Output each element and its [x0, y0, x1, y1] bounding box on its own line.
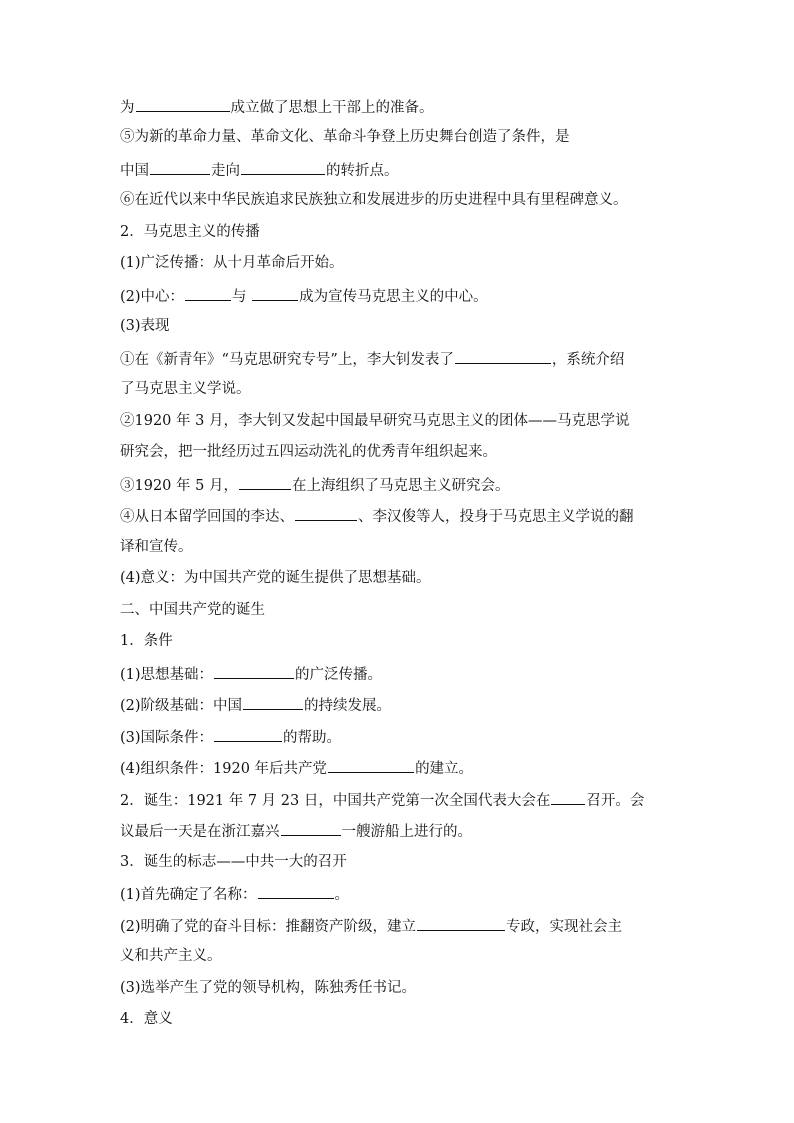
text-line: 为 成立做了思想上干部上的准备。	[120, 96, 680, 118]
text-line: (3)选举产生了党的领导机构，陈独秀任书记。	[120, 980, 417, 996]
fill-blank[interactable]	[241, 159, 325, 175]
text-line: 了马克思主义学说。	[120, 381, 251, 397]
section-heading: 二、中国共产党的诞生	[120, 602, 265, 618]
text-line: 译和宣传。	[120, 539, 193, 555]
text-line: ①在《新青年》“马克思研究专号”上，李大钊发表了 ，系统介绍	[120, 348, 680, 370]
text-line: (3)表现	[120, 318, 170, 334]
fill-blank[interactable]	[239, 474, 291, 490]
text-line: 中国 走向 的转折点。	[120, 159, 680, 181]
text-line: (1)首先确定了名称： 。	[120, 883, 680, 905]
fill-blank[interactable]	[455, 348, 551, 364]
text-line: 研究会，把一批经历过五四运动洗礼的优秀青年组织起来。	[120, 444, 497, 460]
text-line: (2)明确了党的奋斗目标：推翻资产阶级，建立 专政，实现社会主	[120, 915, 680, 937]
text-line: (3)国际条件： 的帮助。	[120, 726, 680, 748]
fill-blank[interactable]	[281, 820, 341, 836]
section-heading: 3．诞生的标志——中共一大的召开	[120, 854, 347, 870]
text-line: ⑤为新的革命力量、革命文化、革命斗争登上历史舞台创造了条件，是	[120, 129, 570, 145]
fill-blank[interactable]	[551, 789, 585, 805]
text-line: (2)阶级基础：中国 的持续发展。	[120, 694, 680, 716]
section-heading: 2．马克思主义的传播	[120, 224, 260, 240]
fill-blank[interactable]	[214, 726, 282, 742]
fill-blank[interactable]	[295, 505, 357, 521]
fill-blank[interactable]	[243, 694, 303, 710]
fill-blank[interactable]	[417, 915, 505, 931]
text-line: (4)组织条件：1920 年后共产党 的建立。	[120, 757, 680, 779]
fill-blank[interactable]	[258, 883, 334, 899]
text-line: (4)意义：为中国共产党的诞生提供了思想基础。	[120, 570, 431, 586]
text-line: ②1920 年 3 月，李大钊又发起中国最早研究马克思主义的团体——马克思学说	[120, 413, 630, 429]
section-heading: 1．条件	[120, 633, 173, 649]
fill-blank[interactable]	[136, 96, 230, 112]
text-line: ⑥在近代以来中华民族追求民族独立和发展进步的历史进程中具有里程碑意义。	[120, 192, 628, 208]
fill-blank[interactable]	[252, 285, 298, 301]
text-line: 议最后一天是在浙江嘉兴 一艘游船上进行的。	[120, 820, 680, 842]
fill-blank[interactable]	[214, 663, 294, 679]
text-line: (2)中心： 与 成为宣传马克思主义的中心。	[120, 285, 680, 307]
section-heading: 4．意义	[120, 1011, 173, 1027]
fill-blank[interactable]	[150, 159, 210, 175]
text-line: ④从日本留学回国的李达、 、李汉俊等人，投身于马克思主义学说的翻	[120, 505, 680, 527]
fill-blank[interactable]	[328, 757, 414, 773]
text-line: 2．诞生：1921 年 7 月 23 日，中国共产党第一次全国代表大会在 召开。会	[120, 789, 680, 811]
text-line: 义和共产主义。	[120, 948, 222, 964]
text-line: (1)思想基础： 的广泛传播。	[120, 663, 680, 685]
text-line: (1)广泛传播：从十月革命后开始。	[120, 255, 344, 271]
text-line: ③1920 年 5 月， 在上海组织了马克思主义研究会。	[120, 474, 680, 496]
fill-blank[interactable]	[185, 285, 231, 301]
